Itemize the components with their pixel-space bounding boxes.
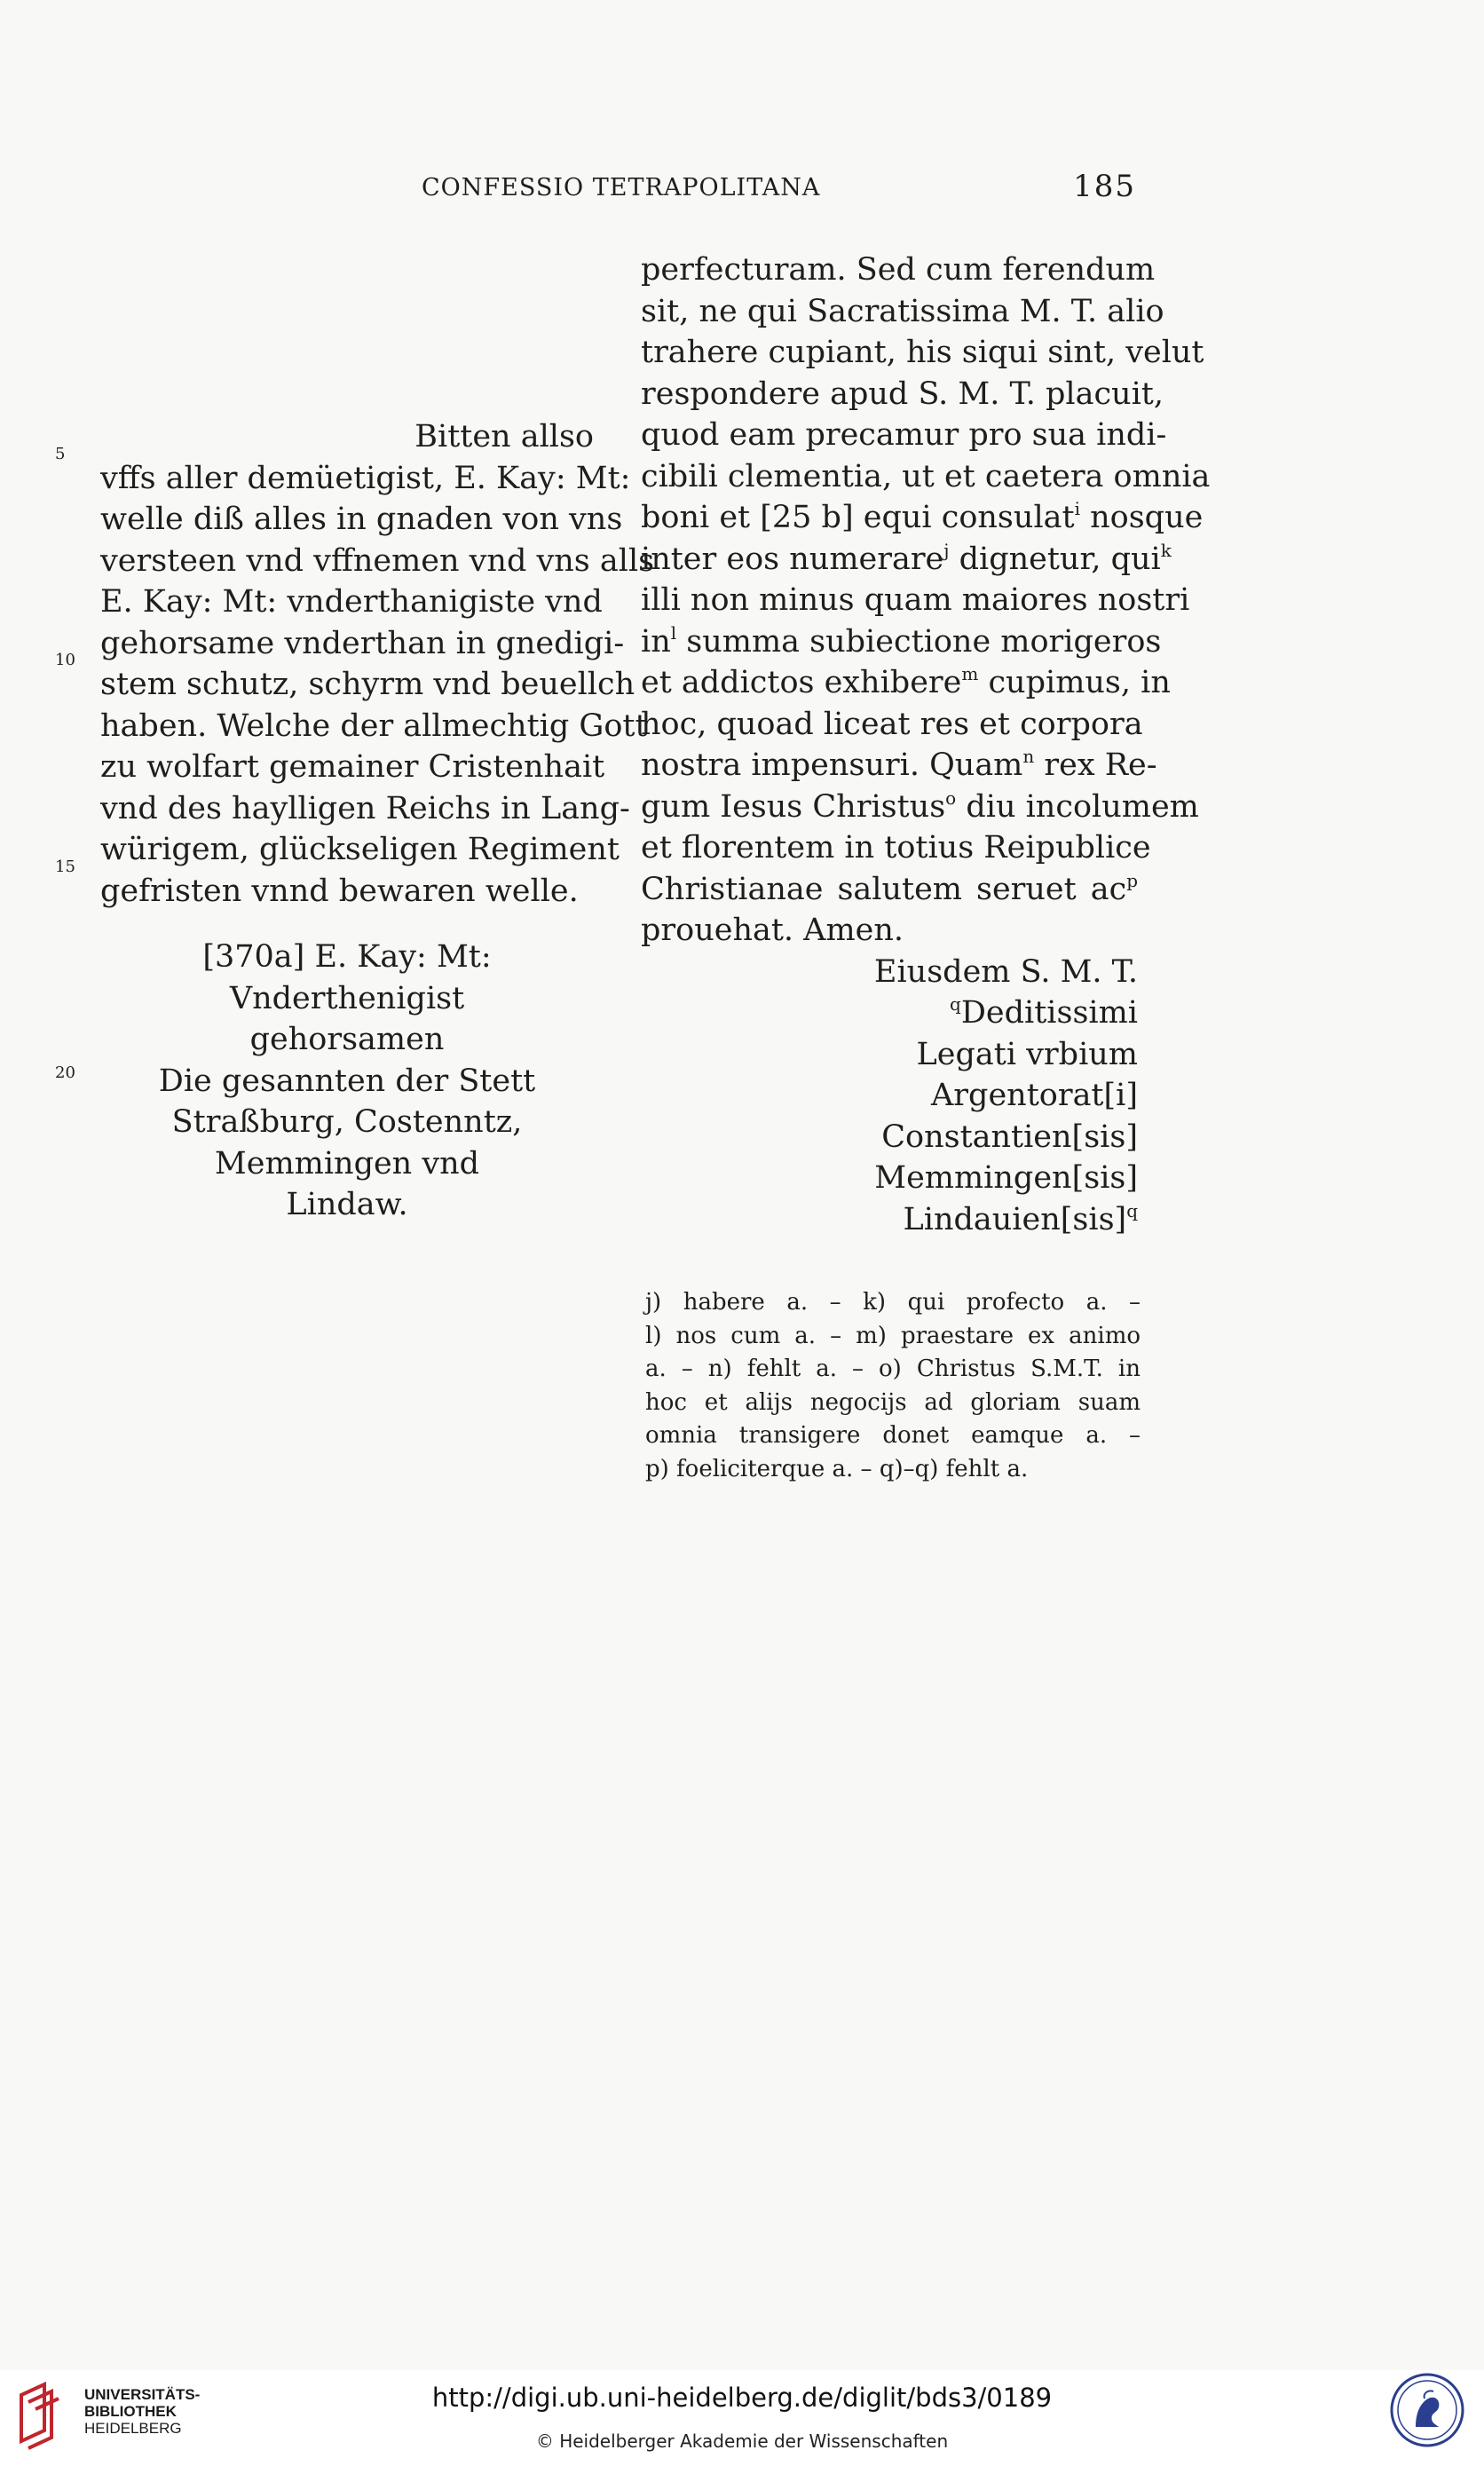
running-title: CONFESSIO TETRAPOLITANA: [422, 174, 821, 202]
text-line: Christianae salutem seruet $ac^p$: [641, 869, 1138, 907]
academy-seal-icon: [1389, 2372, 1465, 2448]
footnotes: [645, 1286, 1141, 1486]
signature-line: gehorsamen: [249, 1022, 445, 1057]
page-number: 185: [1073, 169, 1136, 204]
footnote-line: a. – n) fehlt a. – o) Christus S.M.T. in: [645, 1356, 1141, 1382]
footnote-line: hoc et alijs negocijs ad gloriam suam: [645, 1388, 1141, 1416]
text-line: cibili clementia, ut et caetera omnia: [641, 458, 1211, 494]
signature-line: Eiusdem S. M. T.: [873, 953, 1138, 990]
footnote-marker: l: [670, 621, 677, 644]
text-line: et addictos exhibere$^m$ cupimus, in: [641, 663, 1171, 700]
text-line: inter eos numerare$^j$ dignetur, qui$^k$: [641, 539, 1172, 577]
text-line: würigem, glückseligen Regiment: [100, 832, 620, 867]
signature-line: Constantien[sis]: [881, 1118, 1138, 1155]
footnote-line: p) foeliciterque a. – q)–q) fehlt a.: [645, 1455, 1029, 1482]
footnote-marker: q: [1126, 1199, 1138, 1221]
text-line: Bitten allso: [414, 419, 594, 454]
signature-line: $^q$Deditissimi: [950, 993, 1138, 1031]
text-line: quod eam precamur pro sua indi-: [641, 417, 1167, 453]
signature-line: Argentorat[i]: [931, 1078, 1138, 1113]
text-line: sit, ne qui Sacratissima M. T. alio: [641, 293, 1164, 329]
text-line: gum Iesus Christus$^o$ diu incolumem: [641, 786, 1199, 825]
signature-line: Memmingen[sis]: [874, 1160, 1138, 1196]
text-line: gefristen vnnd bewaren welle.: [100, 873, 579, 909]
text-line: vffs aller demüetigist, E. Kay: Mt:: [100, 460, 631, 496]
footnote-marker: q: [950, 993, 961, 1015]
text-line: $in^l$ summa subiectione morigeros: [641, 621, 1162, 660]
text-line: perfecturam. Sed cum ferendum: [641, 252, 1156, 288]
text-line: stem schutz, schyrm vnd beuellch: [100, 667, 635, 702]
text-line: haben. Welche der allmechtig Gott: [100, 707, 648, 744]
page-url-link[interactable]: http://digi.ub.uni-heidelberg.de/diglit/bds3/0189: [431, 2383, 1053, 2413]
text-line: illi non minus quam maiores nostri: [641, 582, 1190, 618]
text-line: et florentem in totius Reipublice: [641, 830, 1151, 865]
text-line: hoc, quoad liceat res et corpora: [641, 706, 1143, 742]
library-name: UNIVERSITÄTS- BIBLIOTHEK HEIDELBERG: [84, 2386, 201, 2437]
line-number-20: 20: [55, 1063, 75, 1082]
copyright-notice: © Heidelberger Akademie der Wissenschaften: [535, 2430, 949, 2452]
signature-line: Legati vrbium: [916, 1036, 1138, 1072]
signature-line: Straßburg, Costenntz,: [171, 1104, 523, 1140]
signature-line: Vnderthenigist: [229, 980, 465, 1016]
text-line: zu wolfart gemainer Cristenhait: [100, 749, 605, 785]
signature-line: Memmingen vnd: [214, 1145, 480, 1182]
footnote-marker: m: [961, 663, 979, 684]
footnote-marker: i: [1074, 498, 1080, 519]
line-number-10: 10: [55, 651, 75, 669]
signature-line: Lindaw.: [286, 1187, 408, 1222]
footnote-marker: j: [943, 539, 950, 561]
text-line: welle diß alles in gnaden von vns: [100, 502, 623, 537]
text-line: respondere apud S. M. T. placuit,: [641, 375, 1164, 412]
text-line: trahere cupiant, his siqui sint, velut: [641, 335, 1204, 370]
footnote-marker: o: [945, 786, 957, 809]
signature-line: [370a] E. Kay: Mt:: [202, 939, 492, 975]
footnote-marker: p: [1126, 869, 1138, 891]
german-column: [100, 416, 655, 1226]
text-line: nostra impensuri. Quam$^n$ rex Re-: [641, 746, 1157, 783]
line-number-5: 5: [55, 445, 66, 463]
footnote-line: j) habere a. – k) qui profecto a. –: [645, 1289, 1141, 1316]
footnote-marker: n: [1022, 746, 1035, 767]
text-line: versteen vnd vffnemen vnd vns alls: [100, 542, 655, 579]
signature-line: Die gesannten der Stett: [158, 1063, 536, 1099]
footnote-line: l) nos cum a. – m) praestare ex animo: [645, 1322, 1141, 1349]
latin-column: [641, 249, 1211, 1240]
footnote-line: omnia transigere donet eamque a. –: [645, 1422, 1141, 1449]
footnote-marker: k: [1160, 539, 1172, 561]
text-line: vnd des haylligen Reichs in Lang-: [100, 790, 630, 826]
text-line: boni et [25 b] equi consulat$^i$ nosque: [641, 498, 1204, 535]
text-line: gehorsame vnderthan in gnedigi-: [100, 625, 625, 661]
signature-line: Lindauien[sis]$^q$: [903, 1199, 1138, 1237]
line-number-15: 15: [55, 858, 75, 876]
text-line: E. Kay: Mt: vnderthanigiste vnd: [100, 584, 603, 620]
text-line: prouehat. Amen.: [641, 913, 904, 948]
